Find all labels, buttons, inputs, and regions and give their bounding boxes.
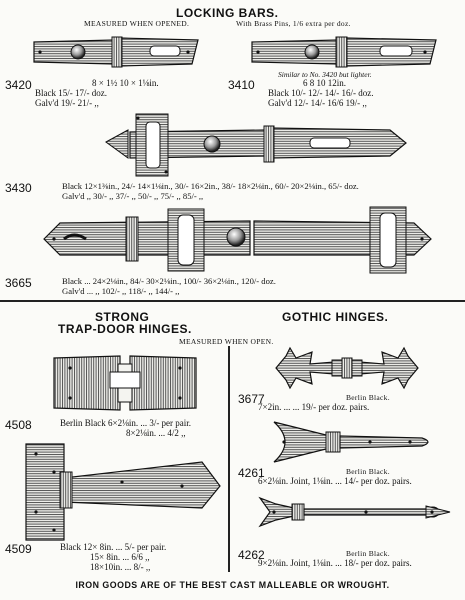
item-number-3430: 3430 [5,181,32,195]
item-4262-line1: 9×2⅛in. Joint, 1⅛in. ... 18/- per doz. pairs. [258,558,412,568]
column-divider [228,346,230,572]
item-4509-line3: 18×10in. ... 8/- ,, [90,562,151,572]
item-number-3677: 3677 [238,392,265,406]
item-3410-sizes: 6 8 10 12in. [303,78,347,88]
footer-note: IRON GOODS ARE OF THE BEST CAST MALLEABLE OR WROUGHT. [75,580,390,590]
locking-bar-3410-illustration [250,34,440,70]
item-4262-finish: Berlin Black. [346,549,390,558]
item-number-4509: 4509 [5,542,32,556]
gothic-hinge-4262-illustration [256,492,456,532]
item-number-3410: 3410 [228,78,255,92]
item-3665-galv: Galv'd ... ,, 102/- ,, 118/- ,, 144/- ,, [62,286,180,296]
item-3430-black: Black 12×1⅜in., 24/- 14×1⅛in., 30/- 16×2in., 38/- 18×2⅛in., 60/- 20×2⅛in., 65/- doz. [62,181,359,191]
gothic-hinge-4261-illustration [270,418,440,466]
item-3420-sizes: 8 × 1½ 10 × 1⅛in. [92,78,159,88]
locking-bar-3430-illustration [100,112,410,178]
item-number-3420: 3420 [5,78,32,92]
gothic-hinge-3677-illustration [272,346,422,390]
locking-bars-title: LOCKING BARS. [176,6,279,20]
locking-bar-3420-illustration [32,34,202,70]
trap-measured-note: MEASURED WHEN OPEN. [179,337,274,346]
item-4509-line1: Black 12× 8in. ... 5/- per pair. [60,542,167,552]
item-number-4262: 4262 [238,548,265,562]
item-3430-galv: Galv'd ,, 30/- ,, 37/- ,, 50/- ,, 75/- ,, 85/- ,, [62,191,204,201]
item-3677-line1: 7×2in. ... ... 19/- per doz. pairs. [258,402,370,412]
item-number-4508: 4508 [5,418,32,432]
item-number-4261: 4261 [238,466,265,480]
item-3665-black: Black ... 24×2⅛in., 84/- 30×2⅛in., 100/- 36×2⅛in., 120/- doz. [62,276,276,286]
hinge-4509-illustration [22,442,222,542]
item-3410-galv: Galv'd 12/- 14/- 16/6 19/- ,, [268,98,367,108]
item-4509-line2: 15× 8in. ... 6/6 ,, [90,552,150,562]
item-3410-black: Black 10/- 12/- 14/- 16/- doz. [268,88,374,98]
locking-measured-note: MEASURED WHEN OPENED. [84,19,190,28]
locking-brass-note: With Brass Pins, 1/6 extra per doz. [236,19,351,28]
item-3410-note: Similar to No. 3420 but lighter. [278,70,372,79]
item-4508-line2: 8×2⅛in. ... 4/2 ,, [126,428,186,438]
item-3420-galv: Galv'd 19/- 21/- ,, [35,98,99,108]
item-3677-finish: Berlin Black. [346,393,390,402]
item-number-3665: 3665 [5,276,32,290]
section-divider [0,300,465,302]
item-4508-line1: Berlin Black 6×2⅛in. ... 3/- per pair. [60,418,192,428]
trap-title-line2: TRAP-DOOR HINGES. [58,322,192,336]
hinge-4508-illustration [50,354,200,412]
item-4261-line1: 6×2⅛in. Joint, 1⅛in. ... 14/- per doz. pairs. [258,476,412,486]
gothic-title: GOTHIC HINGES. [282,310,389,324]
item-4261-finish: Berlin Black. [346,467,390,476]
trap-title-line1: STRONG [95,310,150,324]
locking-bar-3665-illustration [40,203,435,275]
item-3420-black: Black 15/- 17/- doz. [35,88,107,98]
